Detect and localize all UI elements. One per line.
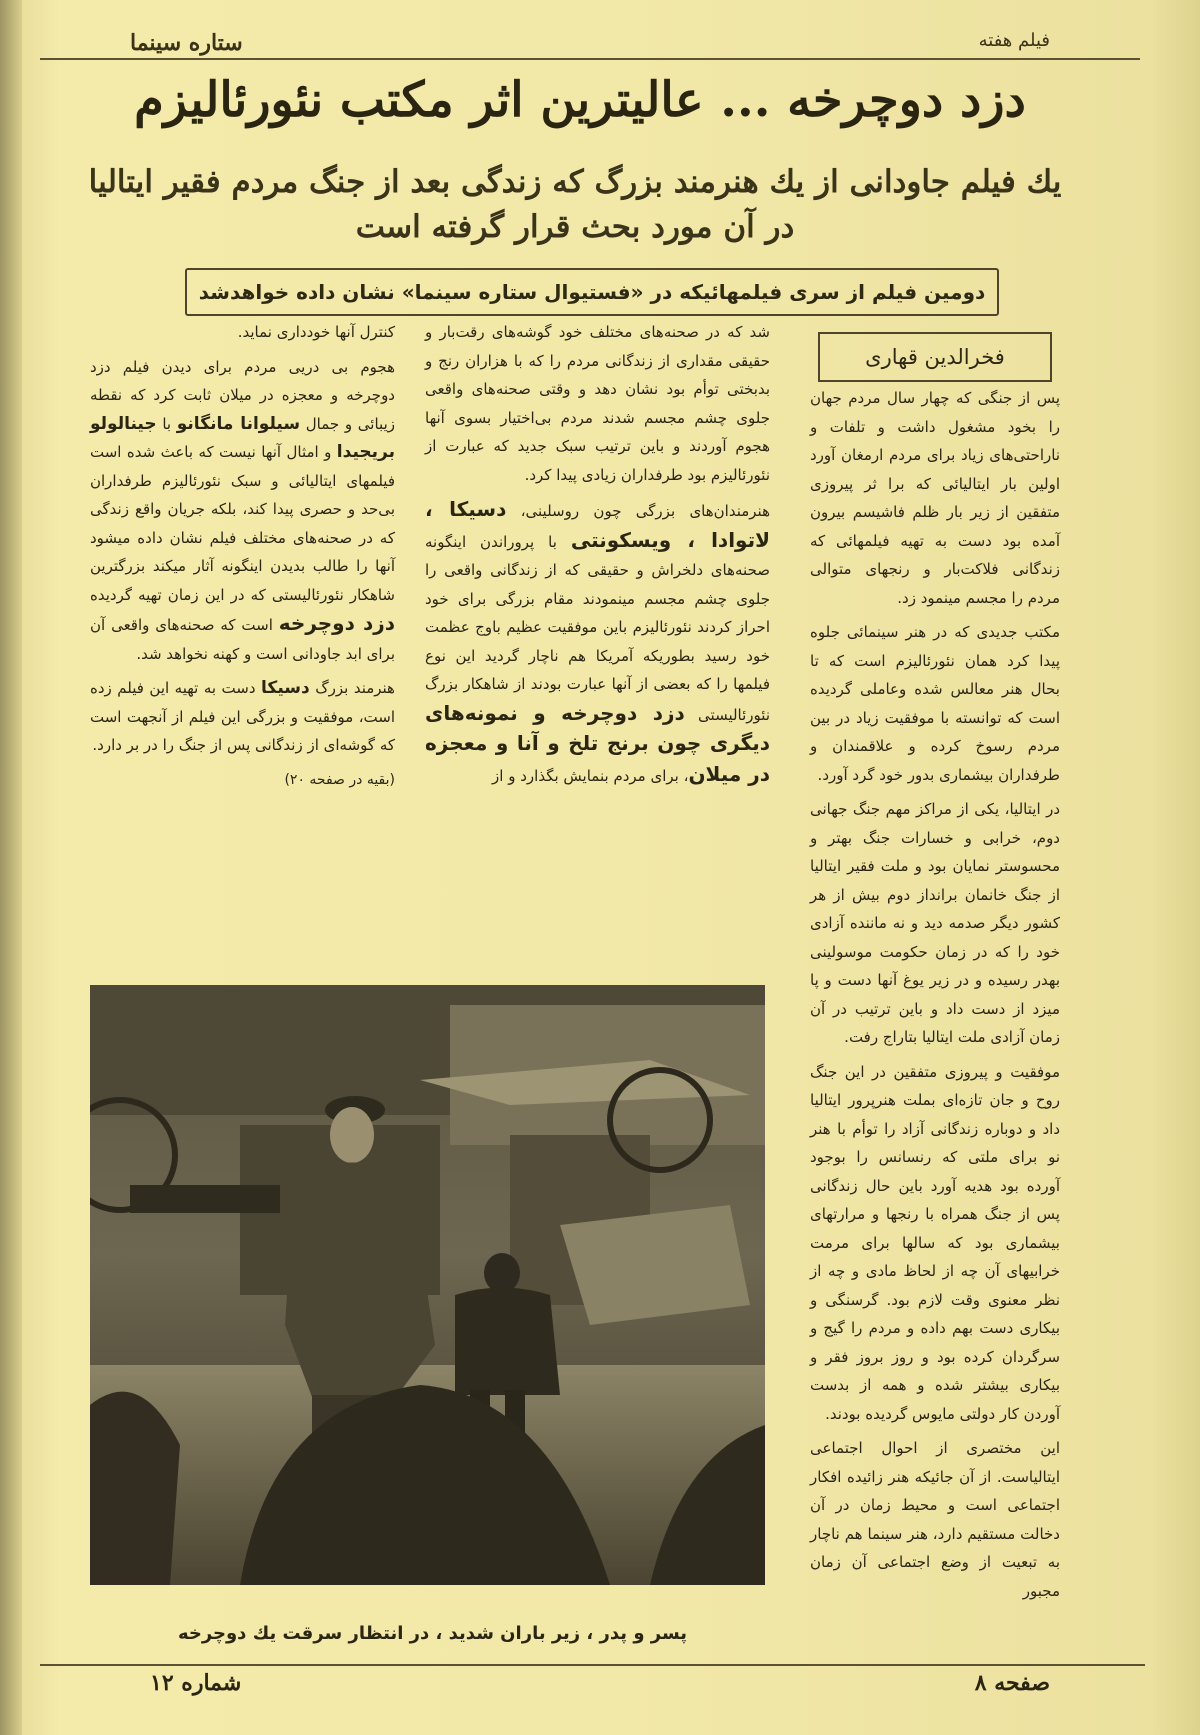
paragraph: کنترل آنها خودداری نماید. [237, 323, 395, 341]
header-rule [40, 58, 1140, 60]
text-run: هنرمند بزرگ [315, 679, 395, 697]
director-name: دسیکا [261, 678, 310, 698]
text-run: ، برای مردم بنمایش بگذارد و از [492, 766, 689, 785]
headline: دزد دوچرخه ... عالیترین اثر مکتب نئورئالیزم [134, 72, 1026, 128]
text-run: هنرمندان‌های بزرگی چون روسلینی، [520, 502, 770, 520]
paragraph: شد که در صحنه‌های مختلف خود گوشه‌های رقت‌بار و حقیقی مقداری از زندگانی مردم را که با هزاران رنج و بدبختی توأم بود نشان دهد و وقتی صحنه‌های واقعی جلوی چشم مجسم شدند مردم بی‌اختیار بسوی آنها هجوم آوردند و باین ترتیب سبک جدید که عبارت از نئورئالیزم بود طرفداران زیادی پیدا کرد. [425, 323, 770, 484]
text-run: دست به تهیه این فیلم زده است، موفقیت و بزرگی این فیلم از آنجهت است که گوشه‌ای از زندگانی پس از جنگ را در بر دارد. [90, 679, 395, 754]
subheadline: یك فیلم جاودانی از یك هنرمند بزرگ که زندگی بعد از جنگ مردم فقیر ایتالیا در آن مورد بحث قرار گرفته است [88, 164, 1062, 245]
director-names: دسیکا ، لاتوادا ، ویسکونتی [425, 497, 770, 552]
paragraph: این مختصری از احوال اجتماعی ایتالیاست. از آن جائیکه هنر زائیده افکار اجتماعی است و محیط زمان در آن دخالت مستقیم دارد، هنر سینما هم ناچار به تبعیت از وضع اجتماعی آن زمان مجبور [810, 1439, 1060, 1600]
paragraph: پس از جنگی که چهار سال مردم جهان را بخود مشغول داشت و تلفات و ناراحتی‌های زیاد برای مردم ارمغان آورد اولین بار ایتالیائی که برا ثر پیروزی متفقین از زیر بار ظلم فاشیسم بیرون آمده بود دست به تهیه فیلمهائی که زندگانی فلاکت‌بار و رنجهای متوالی مردم را مجسم مینمود زد. [810, 389, 1060, 607]
text-run: و امثال آنها نیست که باعث شده است فیلمهای ایتالیائی و سبک نئورئالیزم طرفداران بی‌حد و حصری پیدا کند، بلکه جریان واقع زندگی که در صحنه‌های مختلف فیلم نشان داده میشود آنها را طالب بدیدن اینگونه آثار میکند بزرگترین شاهکار نئورئالیستی که در این زمان تهیه گردیده [90, 443, 395, 604]
continued-note: (بقیه در صفحه ۲۰) [284, 771, 395, 788]
paragraph: مکتب جدیدی که در هنر سینمائی جلوه پیدا کرد همان نئورئالیزم است که تا بحال هنر معالس شده وعاملی گردیده است که توانسته با موفقیت زیاد در بین مردم رسوخ کرده و علاقمندان و طرفداران بیشماری بدور خود گرد آورد. [810, 623, 1060, 784]
film-title: دزد دوچرخه [278, 611, 395, 635]
photo-illustration [90, 985, 765, 1585]
film-titles: دزد دوچرخه و نمونه‌های دیگری چون برنج تلخ و آنا و معجزه در میلان [425, 700, 770, 786]
text-run: هجوم بی دریی مردم برای دیدن فیلم دزد دوچرخه و معجزه در میلان ثابت کرد که نقطه زیبائی و جمال [90, 357, 395, 433]
festival-banner: دومین فیلم از سری فیلمهائیکه در «فستیوال ستاره سینما» نشان داده خواهدشد [185, 268, 999, 316]
photo-caption: پسر و پدر ، زیر باران شدید ، در انتظار سرقت یك دوچرخه [177, 1623, 688, 1644]
footer-rule [40, 1664, 1145, 1666]
article-column-1 [810, 384, 1060, 1611]
section-label: فیلم هفته [978, 30, 1050, 51]
issue-number: شماره ۱۲ [150, 1670, 242, 1696]
film-still-photo [90, 985, 765, 1585]
paragraph: در ایتالیا، یکی از مراکز مهم جنگ جهانی دوم، خرابی و خسارات جنگ بهتر و محسوستر نمایان بود و ملت فقیر ایتالیا از جنگ خانمان برانداز دوم بیش از هر کشور دیگر صدمه دید و نه ماننده آزادی خود را که در زمان حکومت موسولینی بهدر رسیده و در زیر یوغ آنها دست و پا میزد از دست داد و باین ترتیب در آن زمان آزادی ملت ایتالیا بتاراج رفت. [810, 800, 1060, 1046]
actress-name: جینالولو بریجیدا [90, 413, 395, 462]
paragraph [425, 495, 770, 790]
text-run: با [162, 414, 172, 433]
page-number: صفحه ۸ [974, 1670, 1050, 1696]
author-byline: فخرالدین قهاری [818, 332, 1052, 382]
paragraph: موفقیت و پیروزی متفقین در این جنگ روح و جان تازه‌ای بملت هنرپرور ایتالیا داد و دوباره زندگانی آزاد را توأم با هنر نو برای ملتی که رنسانس را بوجود آورده بود هدیه آورد باین حال زندگانی پس از جنگ همراه با رنجها و مرارتهای بیشماری بود که سالها برای مرمت خرابیهای آن چه از لحاظ مادی و چه از نظر معنوی وقت لازم بود. گرسنگی و بیکاری دست بهم داده و مردم را گیج و سرگردان کرده بود و روز بروز فقر و بیکاری بیشتر شده و همه از بدست آوردن کار دولتی مایوس گردیده بودند. [810, 1062, 1060, 1423]
magazine-name: ستاره سینما [130, 30, 243, 56]
paragraph [90, 353, 395, 669]
text-run: با پروراندن اینگونه صحنه‌های دلخراش و حقیقی که از زندگانی واقعی را جلوی چشم مجسم مینمودند مقام بزرگی برای خود احراز کردند نئورئالیزم باین موفقیت عظیم باوج عظمت خود رسید بطوریکه آمریکا هم ناچار گردید این نوع فیلمها را که بعضی از آنها عبارت بودند از شاهکار بزرگ نئورئالیستی [425, 532, 770, 724]
paragraph [90, 674, 395, 760]
article-column-2 [425, 318, 770, 796]
article-column-3 [90, 318, 395, 800]
actress-name: سیلوانا مانگانو [176, 413, 301, 434]
text-run: است که صحنه‌های واقعی آن برای ابد جاودانی است و کهنه نخواهد شد. [90, 616, 395, 663]
binding-spine [0, 0, 22, 1735]
